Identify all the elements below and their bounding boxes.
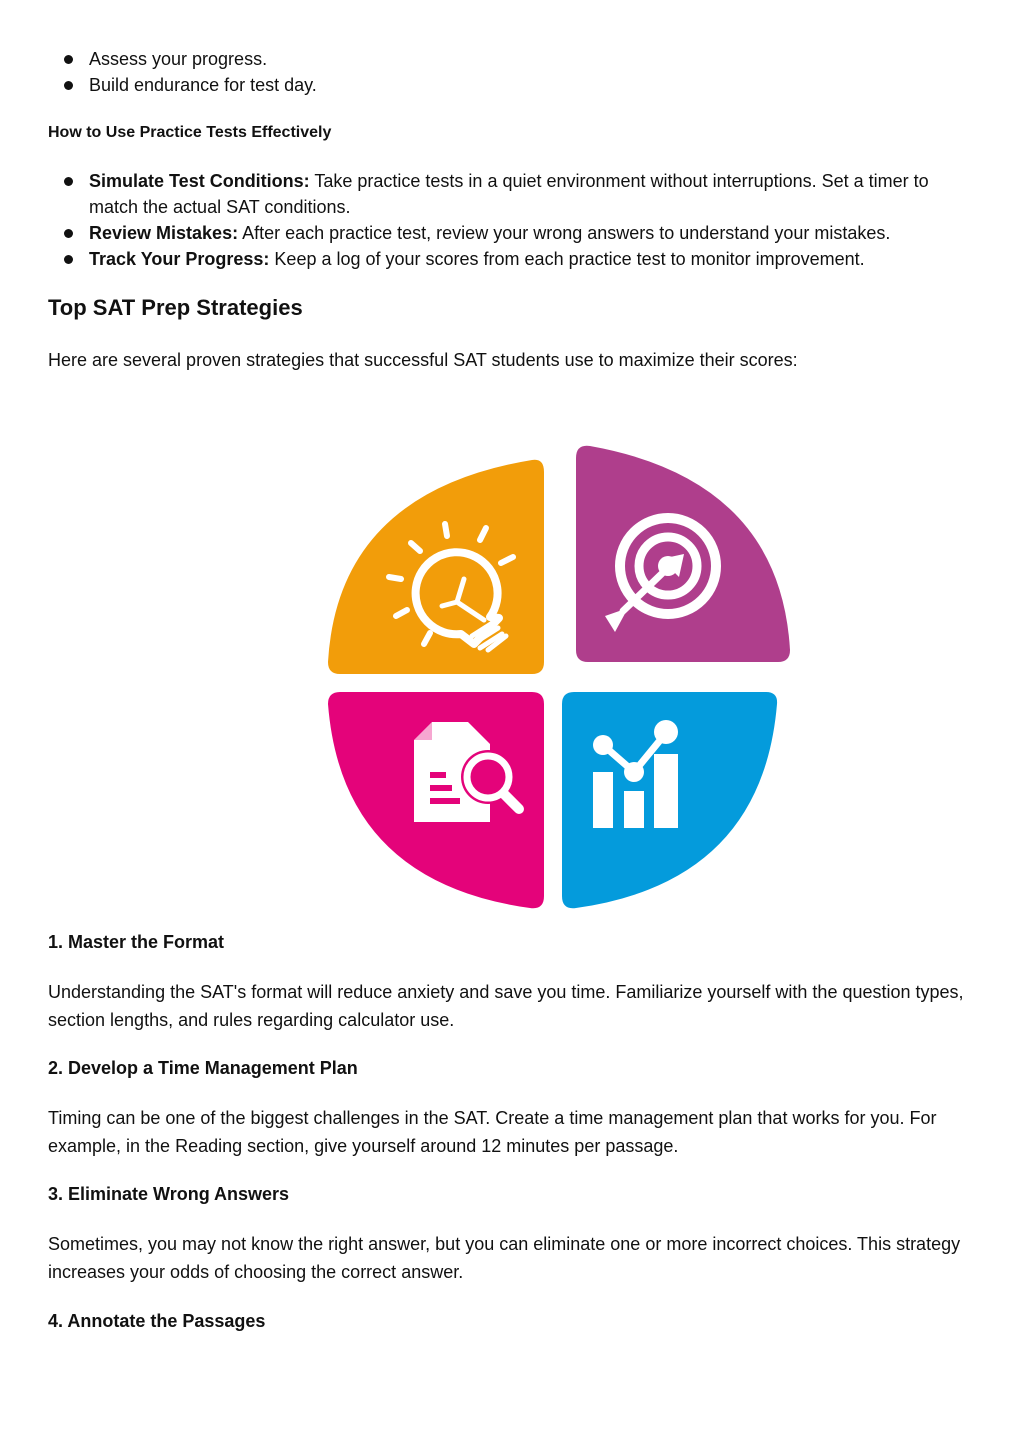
strategies-intro: Here are several proven strategies that successful SAT students use to maximize their scores: [48,350,798,370]
strategy-title: 4. Annotate the Passages [48,1311,266,1331]
quadrant-target [576,446,790,662]
quadrant-bar-chart [562,692,777,908]
tip-label: Simulate Test Conditions: [89,171,310,191]
quadrant-lightbulb [328,460,544,674]
practice-tests-heading: How to Use Practice Tests Effectively [48,124,332,141]
strategy-body: Sometimes, you may not know the right answer, but you can eliminate one or more incorrect choices. This strategy increases your odds of choosing the correct answer. [48,1234,961,1282]
list-item: Build endurance for test day. [48,72,978,98]
practice-tips-list [48,168,978,272]
tip-text: Keep a log of your scores from each practice test to monitor improvement. [269,249,865,269]
strategy-body: Understanding the SAT's format will reduce anxiety and save you time. Familiarize yourself with the question types, section lengths, and rules regarding calculator use. [48,982,964,1030]
strategy-title: 2. Develop a Time Management Plan [48,1058,358,1078]
tip-text: Take practice tests in a quiet environment without interruptions. Set a timer to match the actual SAT conditions. [89,171,929,217]
list-item: Assess your progress. [48,46,978,72]
progress-list [48,46,978,98]
tip-text: After each practice test, review your wrong answers to understand your mistakes. [238,223,891,243]
strategy-quadrant-graphic [280,436,800,916]
tip-label: Review Mistakes: [89,223,239,243]
strategy-body: Timing can be one of the biggest challenges in the SAT. Create a time management plan that works for you. For example, in the Reading section, give yourself around 12 minutes per passage. [48,1108,937,1156]
strategy-title: 1. Master the Format [48,932,225,952]
strategy-title: 3. Eliminate Wrong Answers [48,1184,290,1204]
quadrant-document-search [328,692,544,908]
tip-label: Track Your Progress: [89,249,270,269]
list-item [48,168,978,220]
list-item [48,220,978,246]
list-item [48,246,978,272]
strategies-heading: Top SAT Prep Strategies [48,295,303,320]
